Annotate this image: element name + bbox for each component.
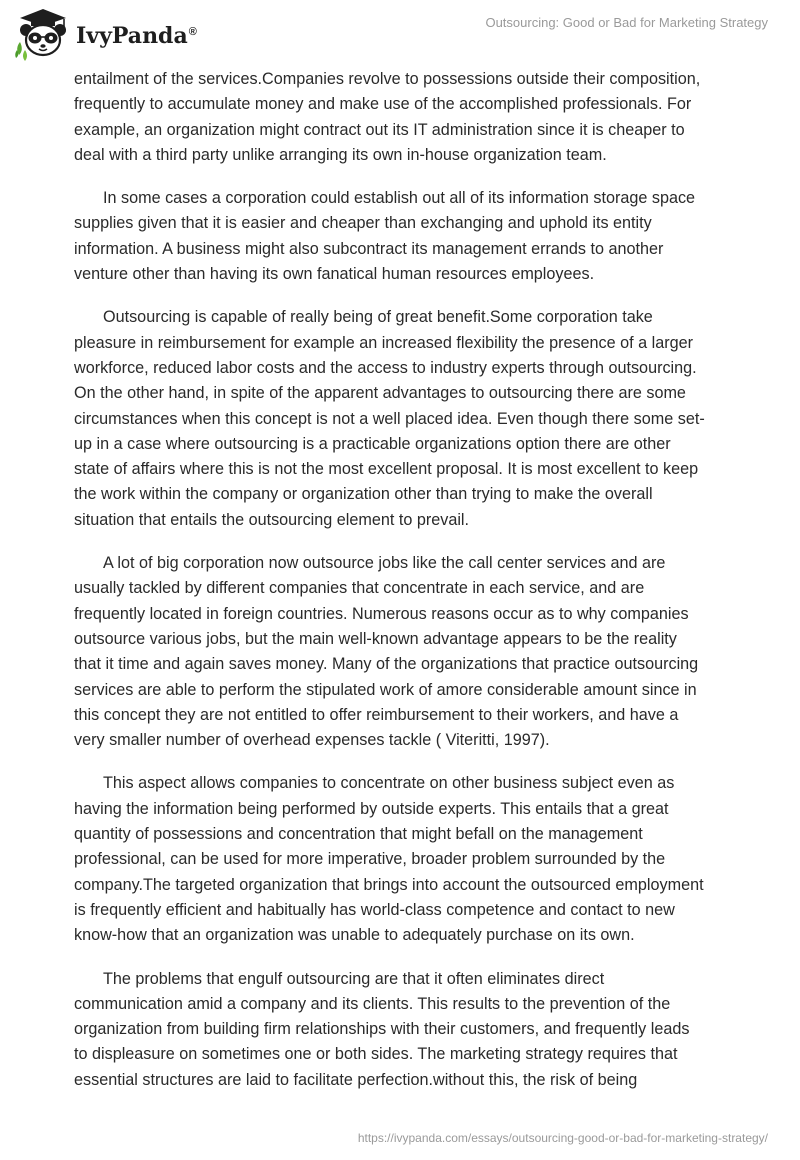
- paragraph-1: entailment of the services.Companies revolve to possessions outside their composition, frequently to accumulate money and make use of the accomplished professionals. For example, an organization might contract out its IT administration since it is cheaper to deal with a third party unlike arranging its own in-house organization team.: [74, 70, 701, 164]
- source-url-link[interactable]: https://ivypanda.com/essays/outsourcing-good-or-bad-for-marketing-strategy/: [357, 1131, 768, 1145]
- document-title: Outsourcing: Good or Bad for Marketing Strategy: [485, 15, 768, 30]
- paragraph-5: This aspect allows companies to concentrate on other business subject even as having the information being performed by outside experts. This entails that a great quantity of possessions and concentration that might befall on the management professional, can be used for more imperative, broader problem surrounded by the company.The targeted organization that brings into account the outsourced employment is frequently efficient and habitually has world-class competence and contact to new know-how that an organization was unable to adequately purchase on its own.: [74, 774, 704, 945]
- page-header: [0, 0, 800, 70]
- essay-body: [74, 67, 734, 1111]
- paragraph-6: The problems that engulf outsourcing are that it often eliminates direct communication amid a company and its clients. This results to the prevention of the organization from building firm relationships with their customers, and frequently leads to displeasure on sometimes one or both sides. The marketing strategy requires that essential structures are laid to facilitate perfection.without this, the risk of being: [74, 969, 690, 1089]
- brand-name-text: IvyPanda: [76, 23, 188, 49]
- paragraph-4: A lot of big corporation now outsource jobs like the call center services and are usually tackled by different companies that concentrate in each service, and are frequently located in foreign countries. Numerous reasons occur as to why companies outsource various jobs, but the main well-known advantage appears to be the reality that it time and again saves money. Many of the organizations that practice outsourcing services are able to perform the stipulated work of amore considerable amount since in this concept they are not entitled to offer reimbursement to their workers, and have a very smaller number of overhead expenses tackle ( Viteritti, 1997).: [74, 554, 699, 750]
- paragraph-3: Outsourcing is capable of really being of great benefit.Some corporation take pleasure in reimbursement for example an increased flexibility the presence of a larger workforce, reduced labor costs and the access to industry experts through outsourcing. On the other hand, in spite of the apparent advantages to outsourcing there are some circumstances when this concept is not a well placed idea. Even though there some set- up in a case where outsourcing is a practicable organizations option there are other state of affairs where this is not the most excellent proposal. It is most excellent to keep the work within the company or organization other than trying to make the overall situation that entails the outsourcing element to prevail.: [74, 308, 705, 529]
- registered-mark: ®: [188, 25, 197, 38]
- brand-name: [76, 23, 197, 49]
- ivypanda-logo[interactable]: [14, 6, 197, 62]
- paragraph-2: In some cases a corporation could establish out all of its information storage space supplies given that it is easier and cheaper than exchanging and uphold its entity information. A business might also subcontract its management errands to another venture other than having its own fanatical human resources employees.: [74, 189, 696, 284]
- panda-graduate-icon: [14, 6, 72, 62]
